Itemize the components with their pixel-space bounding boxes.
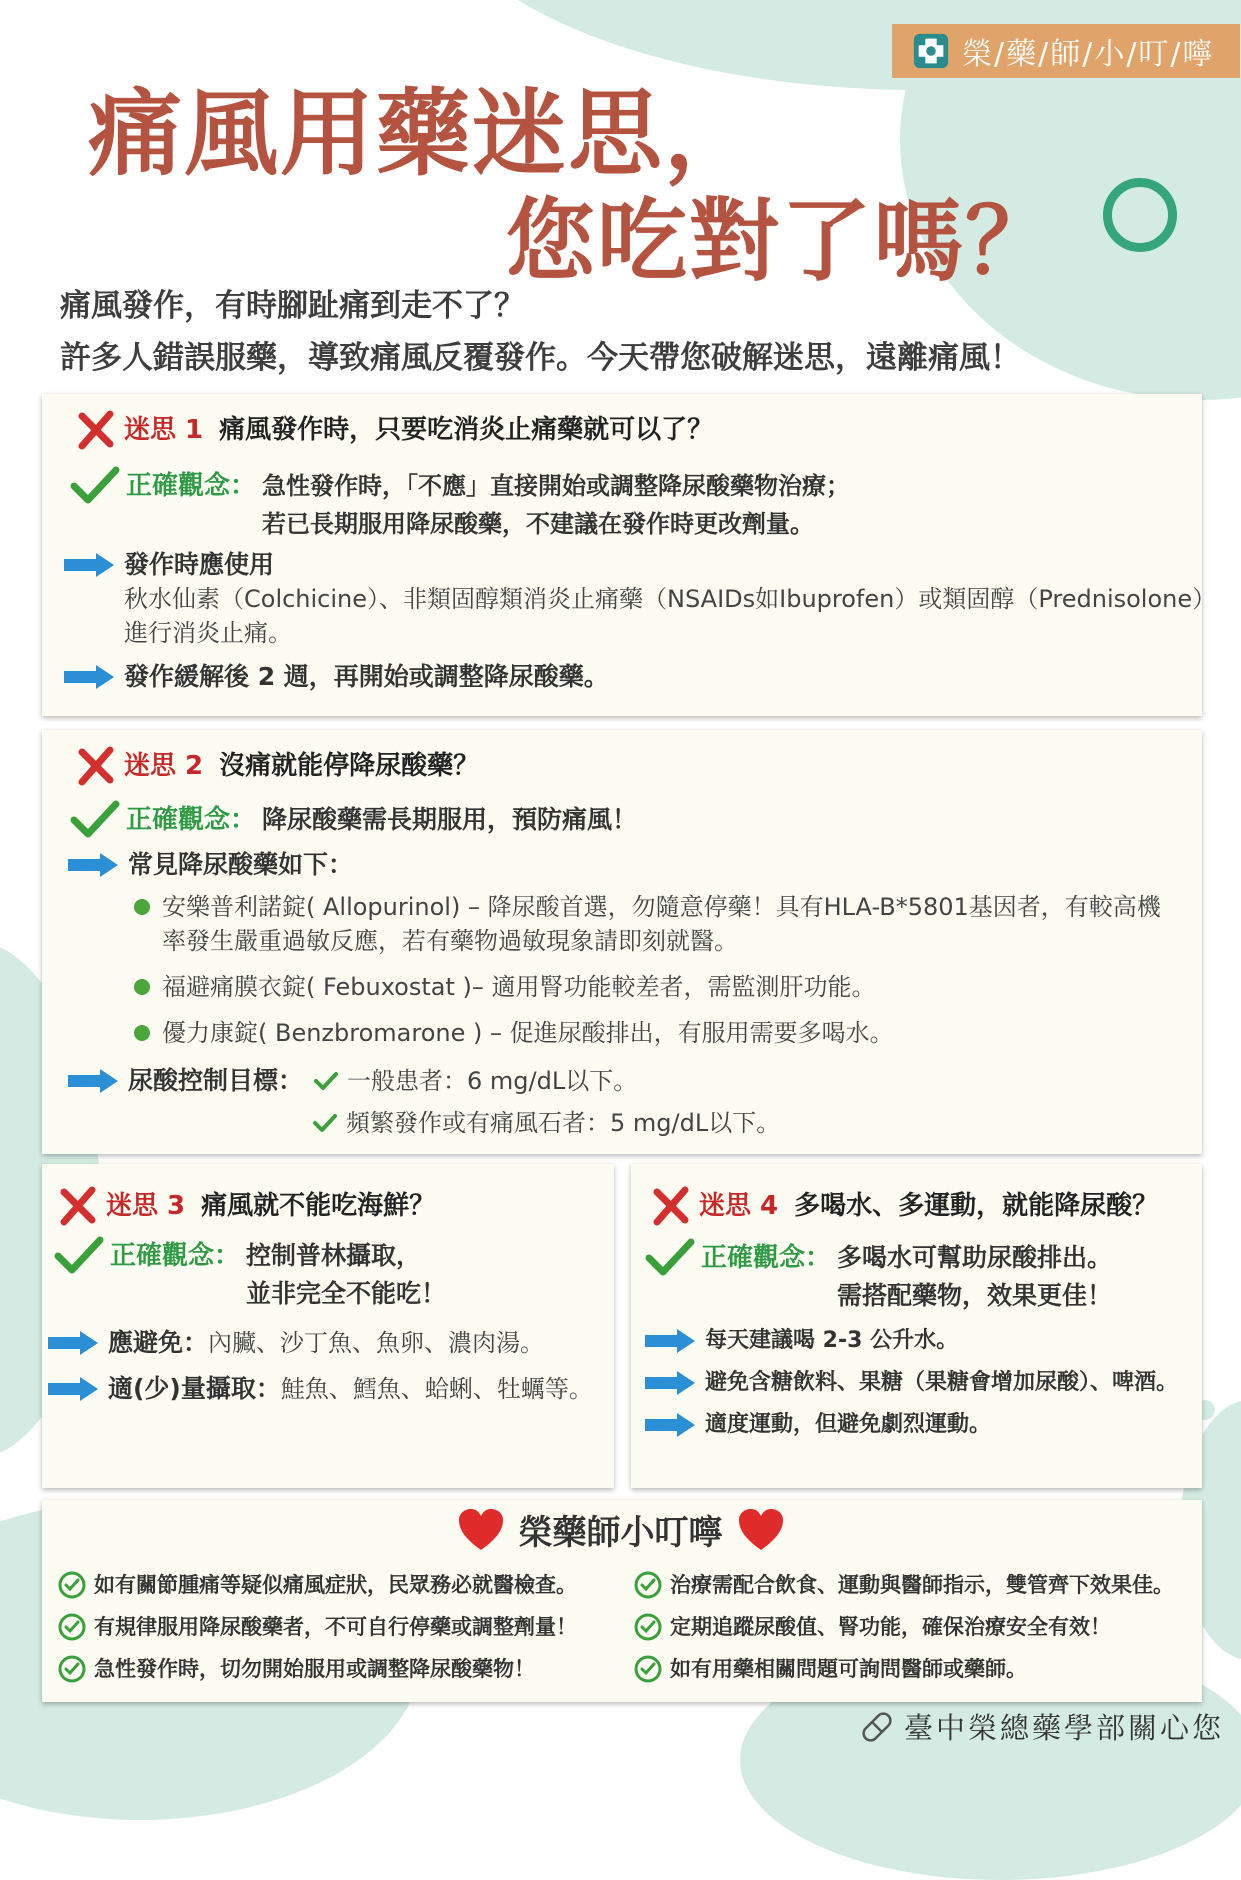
- point-title: 發作時應使用: [124, 550, 275, 579]
- correct-text: 控制普林攝取，: [246, 1241, 422, 1270]
- myth-label: 迷思 3: [106, 1191, 186, 1221]
- point-text: 進行消炎止痛。: [124, 619, 292, 647]
- target-text: 頻繁發作或有痛風石者：5 mg/dL以下。: [346, 1109, 781, 1137]
- check-circle-icon: [58, 1571, 86, 1599]
- bullet-dot-icon: [134, 1025, 150, 1041]
- cross-icon: [76, 410, 116, 450]
- point-text: 秋水仙素（Colchicine）、非類固醇類消炎止痛藥（NSAIDs如Ibuprofen）或類固醇（Prednisolone）: [124, 585, 1217, 613]
- correct-text: 多喝水可幫助尿酸排出。: [837, 1243, 1113, 1272]
- myth4-card: [631, 1164, 1202, 1488]
- correct-text: 急性發作時，「不應」直接開始或調整降尿酸藥物治療；: [262, 472, 851, 500]
- arrow-right-icon: [66, 851, 120, 879]
- correct-text: 降尿酸藥需長期服用，預防痛風！: [262, 805, 638, 834]
- point-text: 鮭魚、鱈魚、蛤蜊、牡蠣等。: [280, 1375, 593, 1403]
- myth-question: 痛風發作時，只要吃消炎止痛藥就可以了？: [219, 415, 714, 445]
- myth-question: 痛風就不能吃海鮮？: [201, 1191, 436, 1221]
- cross-icon: [58, 1186, 98, 1226]
- myth-question: 多喝水、多運動，就能降尿酸？: [794, 1191, 1159, 1221]
- tip-text: 如有用藥相關問題可詢問醫師或藥師。: [670, 1657, 1027, 1681]
- arrow-right-icon: [66, 1067, 120, 1095]
- reminder-header: [0, 1505, 1241, 1554]
- tip-text: 如有關節腫痛等疑似痛風症狀，民眾務必就醫檢查。: [94, 1573, 577, 1597]
- myth-label: 迷思 2: [124, 751, 204, 781]
- point-text: 每天建議喝 2-3 公升水。: [705, 1328, 959, 1353]
- point-text: 適度運動，但避免劇烈運動。: [705, 1412, 992, 1437]
- point-text: 內臟、沙丁魚、魚卵、濃肉湯。: [208, 1329, 545, 1357]
- check-circle-icon: [634, 1571, 662, 1599]
- check-circle-icon: [634, 1613, 662, 1641]
- bullet-dot-icon: [134, 979, 150, 995]
- check-icon: [645, 1238, 695, 1278]
- intro-line: 許多人錯誤服藥，導致痛風反覆發作。今天帶您破解迷思，遠離痛風！: [60, 340, 1021, 376]
- intro-text: [60, 280, 1021, 384]
- point-title: 適(少)量攝取：: [108, 1374, 281, 1403]
- decorative-circle-icon: [1103, 178, 1177, 252]
- cross-icon: [651, 1186, 691, 1226]
- check-circle-icon: [58, 1655, 86, 1683]
- tip-text: 急性發作時，切勿開始服用或調整降尿酸藥物！: [94, 1657, 535, 1681]
- correct-label: 正確觀念：: [126, 471, 257, 501]
- correct-label: 正確觀念：: [110, 1241, 241, 1271]
- arrow-right-icon: [643, 1369, 697, 1397]
- myth2-card: [42, 730, 1202, 1154]
- arrow-right-icon: [643, 1411, 697, 1439]
- check-icon: [54, 1236, 104, 1276]
- brand-badge: [892, 24, 1240, 78]
- check-circle-icon: [58, 1613, 86, 1641]
- drug-text: 優力康錠( Benzbromarone ) – 促進尿酸排出，有服用需要多喝水。: [162, 1019, 894, 1047]
- myth-question: 沒痛就能停降尿酸藥？: [219, 751, 480, 781]
- badge-text: 榮/藥/師/小/叮/嚀: [962, 37, 1215, 72]
- page-title-line2: 您吃對了嗎？: [505, 189, 1057, 294]
- bullet-dot-icon: [134, 899, 150, 915]
- arrow-right-icon: [46, 1375, 100, 1403]
- point-text: 避免含糖飲料、果糖（果糖會增加尿酸）、啤酒。: [705, 1370, 1179, 1395]
- tip-text: 定期追蹤尿酸值、腎功能，確保治療安全有效！: [670, 1615, 1111, 1639]
- arrow-right-icon: [46, 1329, 100, 1357]
- arrow-right-icon: [62, 663, 116, 691]
- arrow-right-icon: [643, 1327, 697, 1355]
- correct-label: 正確觀念：: [701, 1243, 832, 1273]
- drug-text: 率發生嚴重過敏反應，若有藥物過敏現象請即刻就醫。: [162, 927, 738, 955]
- arrow-right-icon: [62, 551, 116, 579]
- check-icon: [313, 1070, 339, 1092]
- page-title-line1: 痛風用藥迷思，: [88, 80, 761, 189]
- check-circle-icon: [634, 1655, 662, 1683]
- pill-icon: [858, 1708, 896, 1746]
- footer-text: 臺中榮總藥學部關心您: [904, 1711, 1225, 1745]
- point-title: 尿酸控制目標：: [128, 1066, 304, 1095]
- cross-icon: [76, 746, 116, 786]
- point-text: 發作緩解後 2 週，再開始或調整降尿酸藥。: [124, 662, 609, 691]
- point-title: 應避免：: [108, 1328, 209, 1357]
- check-icon: [70, 466, 120, 506]
- drug-text: 安樂普利諾錠( Allopurinol) – 降尿酸首選，勿隨意停藥！具有HLA-B*5801基因者，有較高機: [162, 893, 1161, 921]
- heart-icon: [457, 1508, 505, 1552]
- footer: [858, 1706, 1224, 1747]
- reminder-title: 榮藥師小叮嚀: [518, 1513, 723, 1553]
- myth1-card: [42, 394, 1217, 716]
- target-text: 一般患者：6 mg/dL以下。: [347, 1067, 638, 1095]
- correct-label: 正確觀念：: [126, 805, 257, 835]
- check-icon: [312, 1112, 338, 1134]
- intro-line: 痛風發作，有時腳趾痛到走不了？: [60, 288, 525, 324]
- myth-label: 迷思 4: [699, 1191, 779, 1221]
- heart-icon: [737, 1508, 785, 1552]
- hospital-logo-icon: [912, 32, 950, 70]
- tip-text: 有規律服用降尿酸藥者，不可自行停藥或調整劑量！: [94, 1615, 577, 1639]
- correct-text: 並非完全不能吃！: [246, 1279, 447, 1308]
- point-title: 常見降尿酸藥如下：: [128, 850, 354, 879]
- myth-label: 迷思 1: [124, 415, 204, 445]
- correct-text: 需搭配藥物，效果更佳！: [837, 1281, 1113, 1310]
- drug-text: 福避痛膜衣錠( Febuxostat )– 適用腎功能較差者，需監測肝功能。: [162, 973, 876, 1001]
- myth3-card: [42, 1164, 614, 1488]
- check-icon: [70, 800, 120, 840]
- correct-text: 若已長期服用降尿酸藥，不建議在發作時更改劑量。: [262, 510, 815, 538]
- tip-text: 治療需配合飲食、運動與醫師指示，雙管齊下效果佳。: [670, 1573, 1174, 1597]
